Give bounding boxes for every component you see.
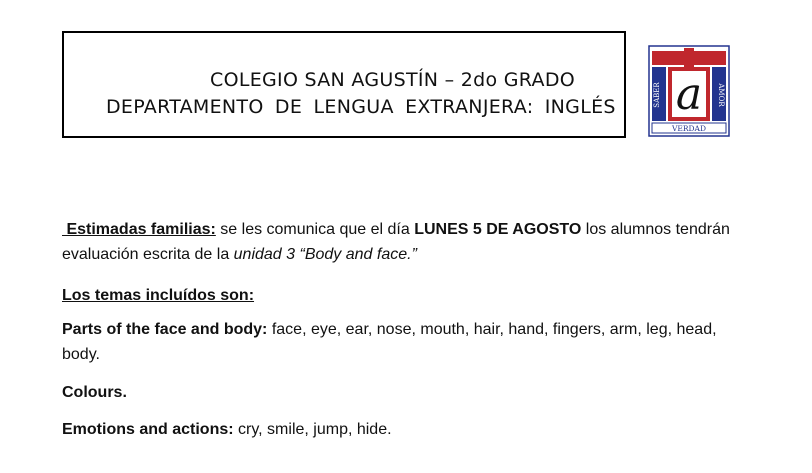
school-title: COLEGIO SAN AGUSTÍN – 2do GRADO: [210, 69, 576, 91]
topics-heading: Los temas incluídos son:: [62, 287, 255, 304]
topic-label: Parts of the face and body:: [62, 321, 268, 338]
department-title: DEPARTAMENTO DE LENGUA EXTRANJERA: INGLÉS: [106, 96, 616, 118]
exam-date: LUNES 5 DE AGOSTO: [414, 221, 582, 238]
topic-item: [62, 417, 752, 442]
logo-left-text: SABER: [653, 82, 661, 108]
topic-text: cry, smile, jump, hide.: [233, 421, 392, 438]
topic-label: Emotions and actions:: [62, 421, 234, 438]
header-box: [62, 31, 626, 138]
notice-text-1: se les comunica que el día: [215, 221, 415, 238]
topic-item: [62, 317, 752, 367]
topic-item: [62, 380, 752, 405]
topic-label: Colours.: [62, 384, 127, 401]
logo-bottom-text: VERDAD: [672, 124, 706, 133]
logo-right-text: AMOR: [717, 83, 725, 107]
notice-paragraph: [62, 217, 752, 267]
logo-monogram: a: [675, 69, 703, 120]
unit-name: unidad 3 “Body and face.”: [233, 246, 417, 263]
notice-text-2: los alumnos tendrán evaluación escrita de la: [62, 221, 730, 263]
school-logo: [648, 45, 730, 137]
greeting: Estimadas familias:: [62, 221, 216, 238]
topic-text: face, eye, ear, nose, mouth, hair, hand, fingers, arm, leg, head, body.: [62, 321, 717, 363]
